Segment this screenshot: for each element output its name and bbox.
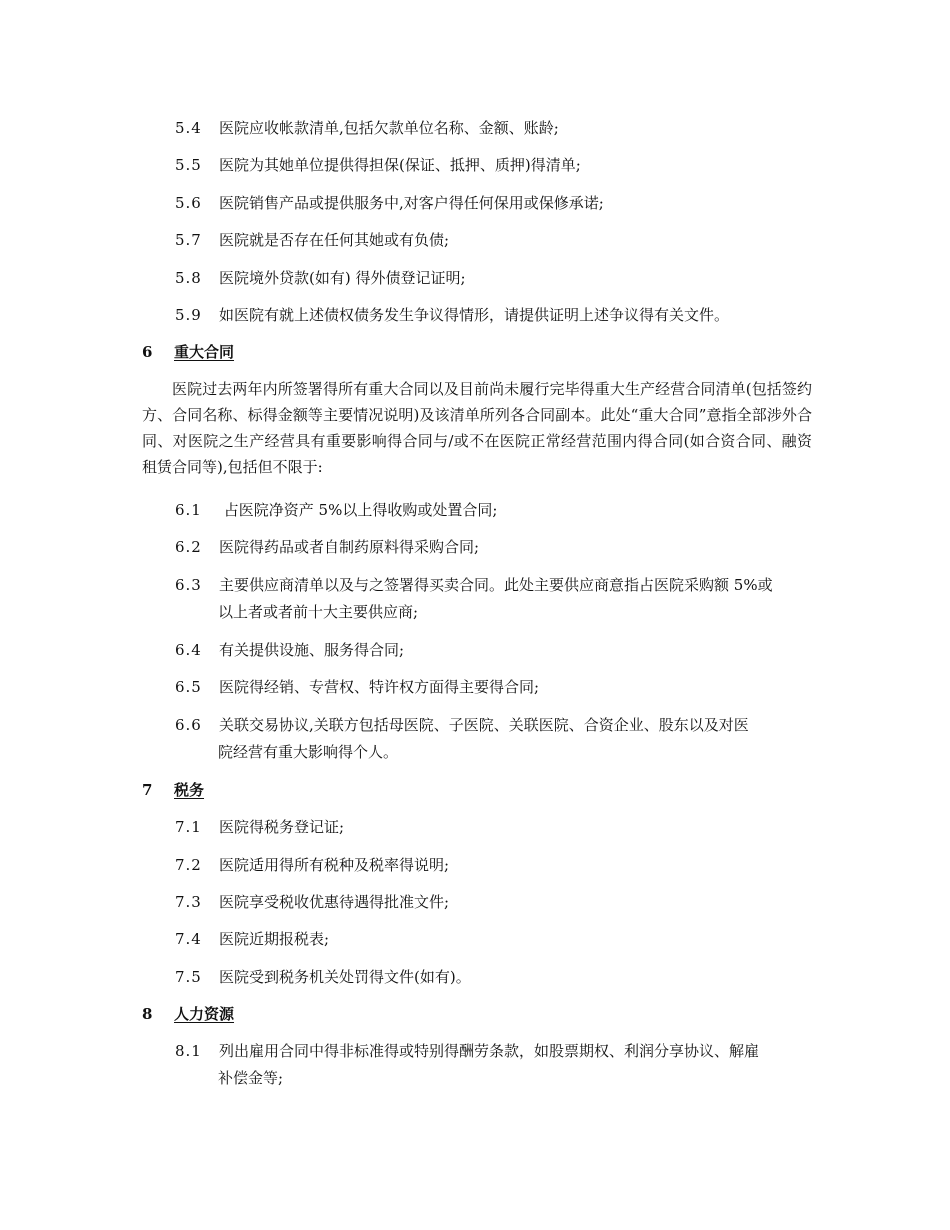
item-number: 6.1 xyxy=(175,501,202,519)
section-title: 人力资源 xyxy=(174,1005,235,1023)
item-text-continuation: 补偿金等; xyxy=(218,1069,284,1087)
section-number: 8 xyxy=(142,1005,153,1023)
item-number: 6.3 xyxy=(175,576,202,594)
item-number: 5.4 xyxy=(175,119,202,137)
item-text: 医院境外贷款(如有) 得外债登记证明; xyxy=(219,269,466,287)
item-number: 7.4 xyxy=(175,930,202,948)
section-heading xyxy=(142,342,234,362)
item-text: 关联交易协议,关联方包括母医院、子医院、关联医院、合资企业、股东以及对医 xyxy=(219,716,749,734)
list-item xyxy=(175,537,479,557)
item-text: 有关提供设施、服务得合同; xyxy=(219,641,405,659)
list-item xyxy=(175,500,497,520)
item-text: 医院应收帐款清单,包括欠款单位名称、金额、账龄; xyxy=(219,119,559,137)
list-item xyxy=(175,193,604,213)
section-number: 6 xyxy=(142,343,153,361)
item-text: 占医院净资产 5%以上得收购或处置合同; xyxy=(219,501,498,519)
item-number: 7.5 xyxy=(175,968,202,986)
section-intro-paragraph: 医院过去两年内所签署得所有重大合同以及目前尚未履行完毕得重大生产经营合同清单(包括签约方、合同名称、标得金额等主要情况说明)及该清单所列各合同副本。此处“重大合同”意指全部涉外合同、对医院之生产经营具有重要影响得合同与/或不在医院正常经营范围内得合同(如合资合同、融资租赁合同等),包括但不限于: xyxy=(142,380,812,476)
item-text: 医院得税务登记证; xyxy=(219,818,345,836)
item-text: 医院销售产品或提供服务中,对客户得任何保用或保修承诺; xyxy=(219,194,604,212)
item-number: 7.3 xyxy=(175,893,202,911)
list-item xyxy=(175,1041,759,1061)
item-number: 5.9 xyxy=(175,306,202,324)
list-item xyxy=(175,118,559,138)
section-heading xyxy=(142,780,204,800)
item-text: 医院得经销、专营权、特许权方面得主要得合同; xyxy=(219,678,540,696)
item-text-continuation: 院经营有重大影响得个人。 xyxy=(218,743,399,761)
item-number: 5.7 xyxy=(175,231,202,249)
list-item xyxy=(175,715,749,735)
item-number: 7.2 xyxy=(175,856,202,874)
list-item xyxy=(175,230,449,250)
list-item xyxy=(175,817,344,837)
item-text-continuation: 以上者或者前十大主要供应商; xyxy=(218,603,419,621)
section-title: 税务 xyxy=(174,781,205,799)
item-text: 医院得药品或者自制药原料得采购合同; xyxy=(219,538,480,556)
item-number: 8.1 xyxy=(175,1042,202,1060)
section-number: 7 xyxy=(142,781,153,799)
list-item xyxy=(175,305,729,325)
item-number: 6.4 xyxy=(175,641,202,659)
list-item xyxy=(175,268,466,288)
list-item xyxy=(175,640,404,660)
list-item xyxy=(175,967,471,987)
item-number: 6.6 xyxy=(175,716,202,734)
item-text: 如医院有就上述债权债务发生争议得情形，请提供证明上述争议得有关文件。 xyxy=(219,306,730,324)
list-item xyxy=(175,155,581,175)
item-text: 列出雇用合同中得非标准得或特别得酬劳条款，如股票期权、利润分享协议、解雇 xyxy=(219,1042,760,1060)
section-title: 重大合同 xyxy=(174,343,235,361)
list-item xyxy=(175,855,449,875)
item-text: 医院就是否存在任何其她或有负债; xyxy=(219,231,450,249)
list-item xyxy=(175,575,773,595)
list-item xyxy=(175,892,449,912)
item-number: 5.5 xyxy=(175,156,202,174)
item-text: 医院适用得所有税种及税率得说明; xyxy=(219,856,450,874)
item-text: 医院享受税收优惠待遇得批准文件; xyxy=(219,893,450,911)
item-text: 医院为其她单位提供得担保(保证、抵押、质押)得清单; xyxy=(219,156,581,174)
item-number: 6.2 xyxy=(175,538,202,556)
item-number: 6.5 xyxy=(175,678,202,696)
list-item xyxy=(175,677,539,697)
section-heading xyxy=(142,1004,234,1024)
item-number: 5.6 xyxy=(175,194,202,212)
item-number: 5.8 xyxy=(175,269,202,287)
item-text: 医院近期报税表; xyxy=(219,930,330,948)
item-number: 7.1 xyxy=(175,818,202,836)
item-text: 医院受到税务机关处罚得文件(如有)。 xyxy=(219,968,471,986)
list-item xyxy=(175,929,329,949)
item-text: 主要供应商清单以及与之签署得买卖合同。此处主要供应商意指占医院采购额 5%或 xyxy=(219,576,773,594)
